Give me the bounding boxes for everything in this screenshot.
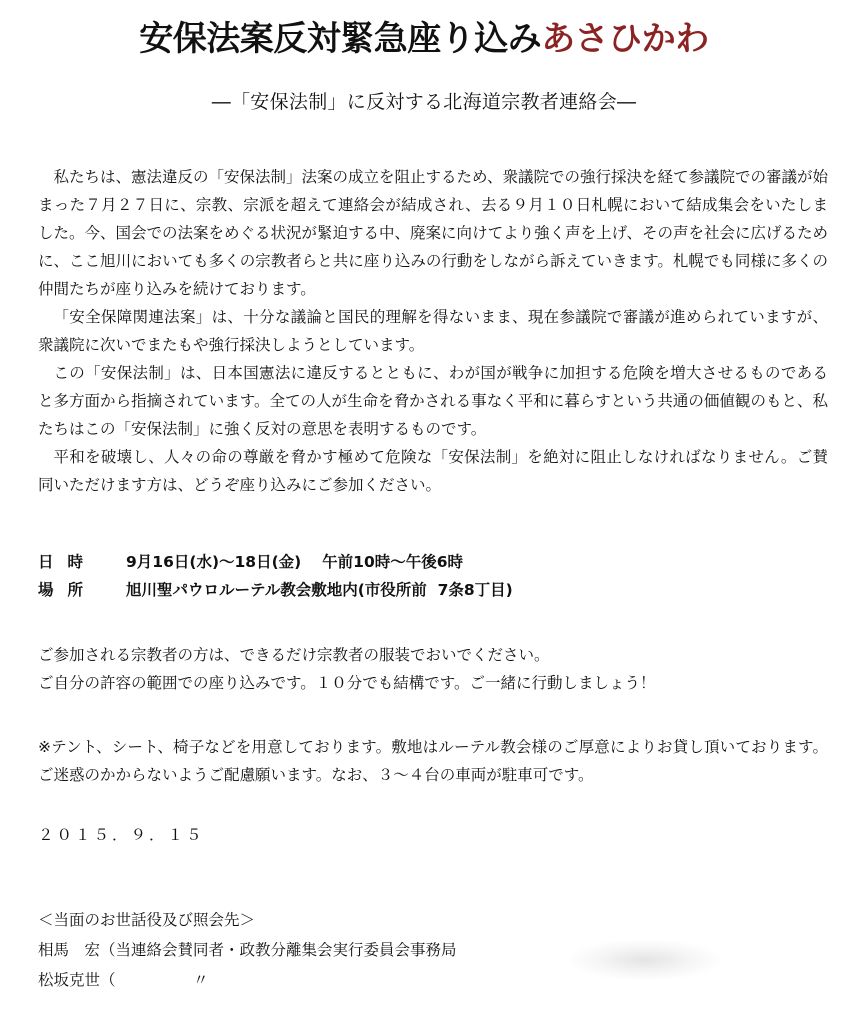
event-datetime-label: 日時 — [38, 553, 97, 571]
contact-person-1: 相馬 宏（当連絡会賛同者・政教分離集会実行委員会事務局 — [38, 941, 457, 959]
contact-person-2: 松坂克世（ 〃 — [38, 971, 209, 989]
event-place-value: 旭川聖パウロルーテル教会敷地内(市役所前 7条8丁目) — [126, 581, 513, 599]
event-datetime-value: 9月16日(水)～18日(金) 午前10時～午後6時 — [126, 553, 464, 571]
intro-section — [38, 163, 828, 499]
title-accent: あさひかわ — [541, 19, 709, 59]
note-line-1: ご参加される宗教者の方は、できるだけ宗教者の服装でおいでください。 — [38, 646, 550, 664]
participation-notes — [38, 641, 828, 697]
title-main: 安保法案反対緊急座り込み — [139, 19, 542, 59]
intro-paragraph-2: 「安全保障関連法案」は、十分な議論と国民的理解を得ないまま、現在参議院で審議が進められていますが、衆議院に次いでまたもや強行採決しようとしています。 — [38, 308, 828, 354]
intro-paragraph-4: 平和を破壊し、人々の命の尊厳を脅かす極めて危険な「安保法制」を絶対に阻止しなければなりません。ご賛同いただけます方は、どうぞ座り込みにご参加ください。 — [38, 448, 828, 494]
event-place-row — [38, 576, 513, 604]
page-subtitle: ―「安保法制」に反対する北海道宗教者連絡会― — [211, 91, 637, 113]
logistics-section — [38, 733, 828, 789]
redaction-blur — [570, 940, 720, 980]
logistics-text: ※テント、シート、椅子などを用意しております。敷地はルーテル教会様のご厚意によりお貸し頂いております。ご迷惑のかからないようご配慮願います。なお、３～４台の車両が駐車可です。 — [38, 738, 828, 784]
note-line-2: ご自分の許容の範囲での座り込みです。１０分でも結構です。ご一緒に行動しましょう！ — [38, 674, 656, 692]
event-details — [38, 548, 513, 604]
contact-section — [38, 905, 457, 995]
page-title — [0, 14, 848, 64]
event-datetime-row — [38, 548, 513, 576]
intro-paragraph-3: この「安保法制」は、日本国憲法に違反するとともに、わが国が戦争に加担する危険を増大させるものであると多方面から指摘されています。全ての人が生命を脅かされる事なく平和に暮らすという共通の価値観のもと、私たちはこの「安保法制」に強く反対の意思を表明するものです。 — [38, 364, 828, 438]
event-place-label: 場所 — [38, 581, 97, 599]
intro-paragraph-1: 私たちは、憲法違反の「安保法制」法案の成立を阻止するため、衆議院での強行採決を経て参議院での審議が始まった７月２７日に、宗教、宗派を超えて連絡会が結成され、去る９月１０日札幌において結成集会をいたしました。今、国会での法案をめぐる状況が緊迫する中、廃案に向けてより強く声を上げ、その声を社会に広げるために、ここ旭川においても多くの宗教者らと共に座り込みの行動をしながら訴えていきます。札幌でも同様に多くの仲間たちが座り込みを続けております。 — [38, 168, 828, 298]
issue-date: ２０１５．９．１５ — [38, 826, 205, 844]
contact-heading: ＜当面のお世話役及び照会先＞ — [38, 911, 256, 929]
